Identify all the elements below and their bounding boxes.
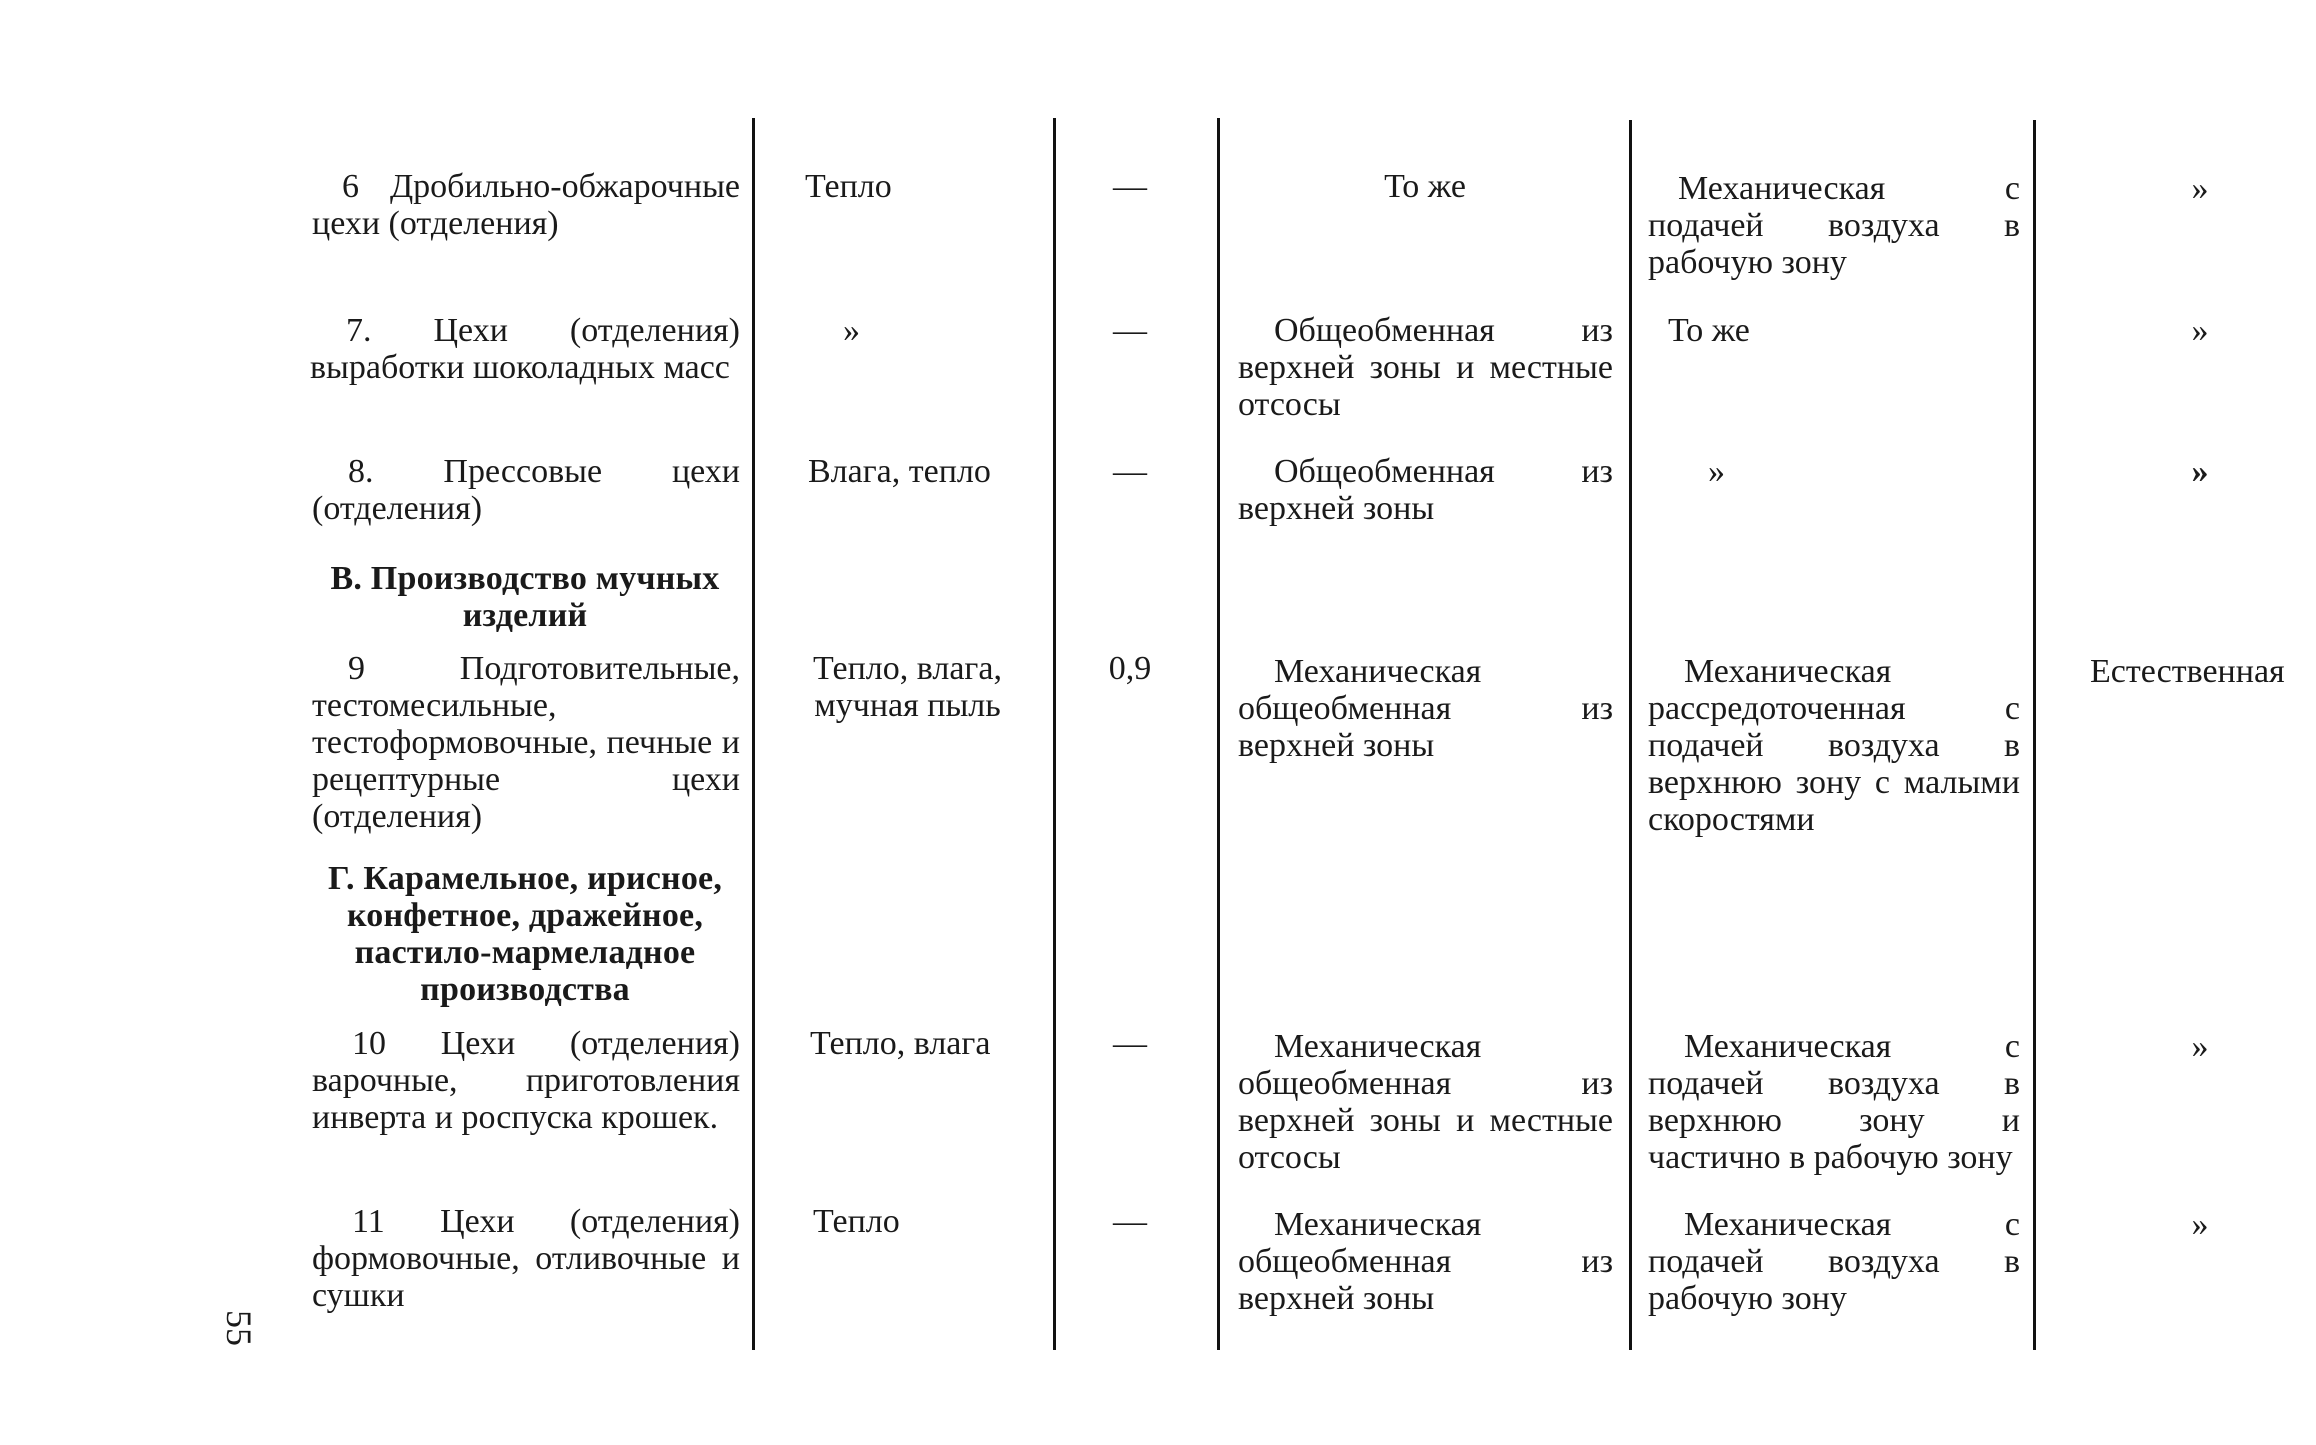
row-10-hazard: Тепло, влага <box>810 1025 991 1062</box>
row-9-name: 9 Подготовительные, тестомесильные, тестоформовочные, печные и рецептурные цехи (отделения) <box>312 650 740 835</box>
row-11-hazard: Тепло <box>813 1203 900 1240</box>
row-11-supply: Механическая с подачей воздуха в рабочую зону <box>1648 1206 2020 1317</box>
row-7-natural: » <box>2191 312 2209 349</box>
row-9-natural: Естественная <box>2090 653 2285 690</box>
column-rule-3 <box>1217 118 1220 1350</box>
row-10-ventilation: Механическая общеобменная из верхней зоны и местные отсосы <box>1238 1028 1613 1176</box>
column-rule-1 <box>752 118 755 1350</box>
row-11-name: 11 Цехи (отделения) формовочные, отливочные и сушки <box>312 1203 740 1314</box>
section-heading-v: В. Производство мучных изделий <box>330 560 720 634</box>
row-11-ventilation: Механическая общеобменная из верхней зоны <box>1238 1206 1613 1317</box>
row-10-name: 10 Цехи (отделения) варочные, приготовления инверта и роспуска крошек. <box>312 1025 740 1136</box>
row-7-name: 7. Цехи (отделения) выработки шоколадных масс <box>310 312 740 386</box>
row-6-name: 6 Дробильно-обжарочные цехи (отделения) <box>312 168 740 242</box>
page-number: 55 <box>219 1310 259 1346</box>
section-heading-g: Г. Карамельное, ирисное, конфетное, дражейное, пастило-мармеладное производства <box>327 860 723 1008</box>
row-9-hazard: Тепло, влага, мучная пыль <box>813 650 1002 724</box>
column-rule-5 <box>2033 120 2036 1350</box>
row-7-supply: То же <box>1668 312 1750 349</box>
column-rule-4 <box>1629 120 1632 1350</box>
row-7-hazard: » <box>843 312 860 349</box>
row-8-hazard: Влага, тепло <box>808 453 991 490</box>
row-9-supply: Механическая рассредоточенная с подачей воздуха в верхнюю зону с малыми скоростями <box>1648 653 2020 838</box>
row-8-ventilation: Общеобменная из верхней зоны <box>1238 453 1613 527</box>
row-11-natural: » <box>2191 1206 2209 1243</box>
row-6-coef: — <box>1113 168 1147 205</box>
row-7-ventilation: Общеобменная из верхней зоны и местные отсосы <box>1238 312 1613 423</box>
row-8-supply: » <box>1708 453 1725 490</box>
row-8-natural: » <box>2191 453 2209 490</box>
row-6-hazard: Тепло <box>805 168 892 205</box>
row-10-natural: » <box>2191 1028 2209 1065</box>
row-6-natural: » <box>2191 170 2209 207</box>
row-10-supply: Механическая с подачей воздуха в верхнюю зону и частично в рабочую зону <box>1648 1028 2020 1176</box>
row-6-ventilation: То же <box>1384 168 1466 205</box>
row-7-coef: — <box>1113 312 1147 349</box>
row-11-coef: — <box>1113 1203 1147 1240</box>
column-rule-2 <box>1053 118 1056 1350</box>
row-10-coef: — <box>1113 1025 1147 1062</box>
row-9-coef: 0,9 <box>1108 650 1152 687</box>
row-8-coef: — <box>1113 453 1147 490</box>
row-8-name: 8. Прессовые цехи (отделения) <box>312 453 740 527</box>
row-6-supply: Механическая с подачей воздуха в рабочую зону <box>1648 170 2020 281</box>
row-9-ventilation: Механическая общеобменная из верхней зоны <box>1238 653 1613 764</box>
